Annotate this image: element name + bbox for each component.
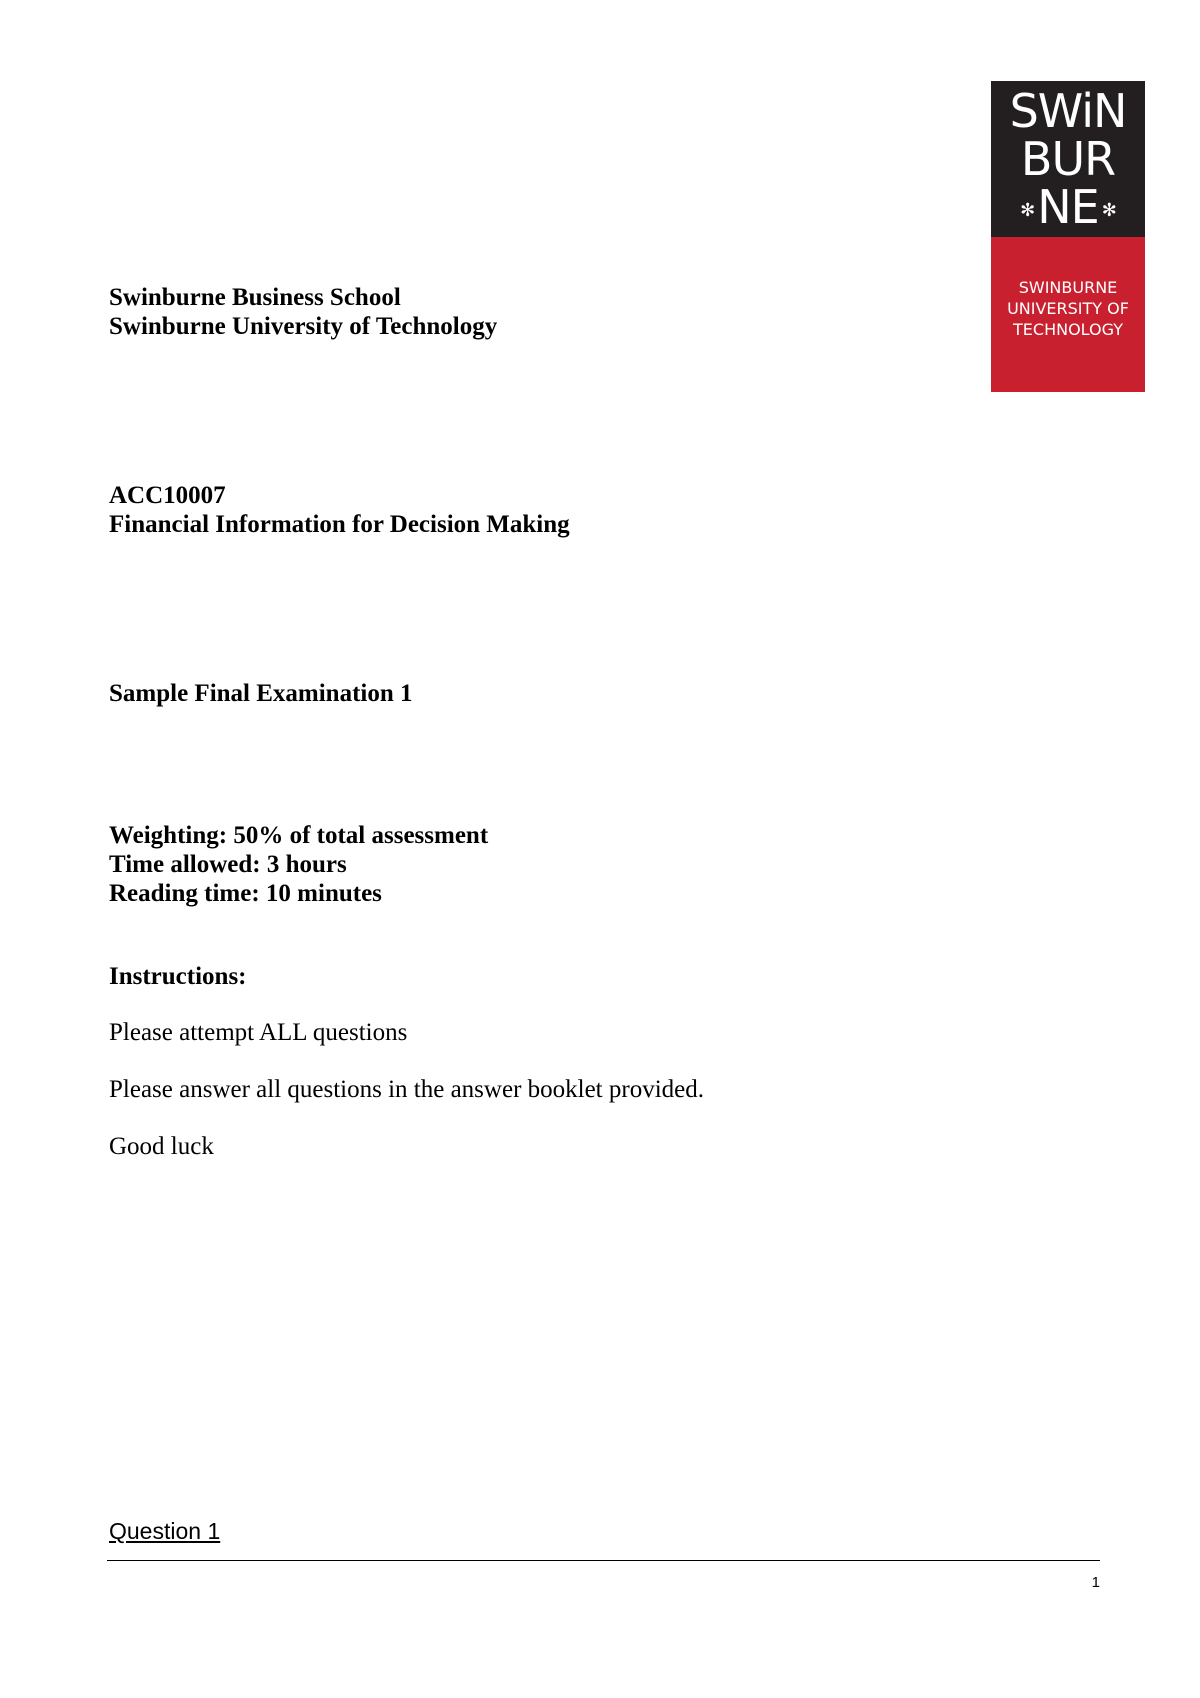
footer-divider	[107, 1560, 1100, 1561]
swinburne-logo	[991, 81, 1145, 392]
unit-code: ACC10007	[109, 482, 226, 509]
exam-weighting: Weighting: 50% of total assessment	[109, 822, 489, 849]
unit-name: Financial Information for Decision Making	[109, 511, 570, 538]
logo-word-line-1: SWiN	[1009, 84, 1127, 138]
logo-subtitle-line-1: SWINBURNE	[1018, 278, 1118, 297]
question-heading: Question 1	[109, 1518, 221, 1544]
logo-subtitle	[991, 277, 1145, 340]
instructions-heading-block	[109, 962, 247, 991]
logo-subtitle-panel	[991, 237, 1145, 392]
logo-word-line-3-text: NE	[1037, 180, 1099, 234]
school-name: Swinburne Business School	[109, 284, 401, 311]
exam-title-block	[109, 679, 413, 708]
logo-word-line-2: BUR	[1020, 132, 1116, 186]
unit-block	[109, 481, 570, 539]
instructions-heading: Instructions:	[109, 963, 247, 990]
logo-star-icon: ✻	[1101, 199, 1116, 221]
exam-details-block	[109, 821, 488, 908]
page-number: 1	[1091, 1574, 1100, 1591]
logo-wordmark-panel	[991, 81, 1145, 237]
instruction-item: Good luck	[109, 1133, 214, 1160]
university-name: Swinburne University of Technology	[109, 313, 498, 340]
logo-star-icon: ✻	[1020, 199, 1035, 221]
logo-subtitle-line-3: TECHNOLOGY	[1013, 320, 1123, 339]
instruction-item: Please answer all questions in the answer booklet provided.	[109, 1076, 704, 1103]
logo-subtitle-line-2: UNIVERSITY OF	[1007, 299, 1129, 318]
logo-word-line-3	[991, 180, 1145, 234]
institution-block	[109, 283, 497, 341]
exam-reading-time: Reading time: 10 minutes	[109, 880, 382, 907]
instruction-item: Please attempt ALL questions	[109, 1019, 408, 1046]
exam-time-allowed: Time allowed: 3 hours	[109, 851, 347, 878]
exam-title: Sample Final Examination 1	[109, 680, 413, 707]
